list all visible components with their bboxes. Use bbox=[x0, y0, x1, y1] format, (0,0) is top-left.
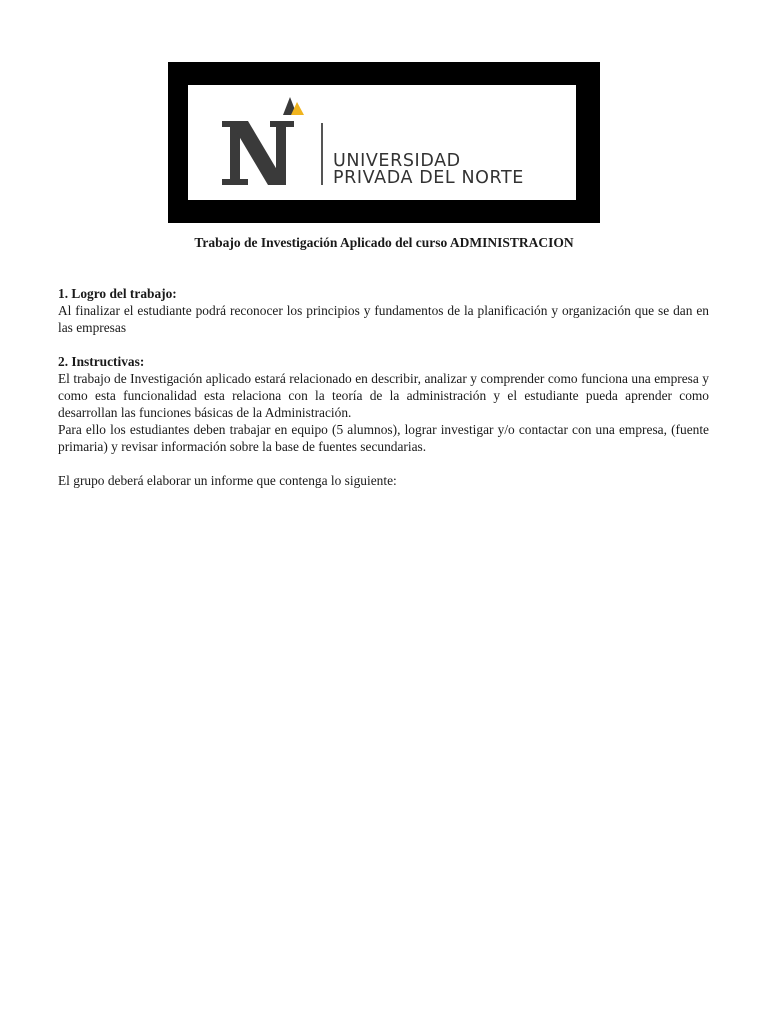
section-paragraph: Para ello los estudiantes deben trabajar en equipo (5 alumnos), lograr investigar y/o contactar con una empresa, (fuente primaria) y revisar información sobre la base de fuentes secundarias. bbox=[58, 422, 709, 454]
document-body bbox=[58, 285, 709, 489]
document-title: Trabajo de Investigación Aplicado del curso ADMINISTRACION bbox=[194, 235, 574, 250]
logo-line-2: PRIVADA DEL NORTE bbox=[333, 168, 524, 188]
university-logo-frame bbox=[168, 62, 600, 223]
logo-wordmark bbox=[333, 153, 524, 187]
section-paragraph: Al finalizar el estudiante podrá reconocer los principios y fundamentos de la planificación y organización que se dan en las empresas bbox=[58, 303, 709, 335]
section-paragraph: El trabajo de Investigación aplicado estará relacionado en describir, analizar y comprender como funciona una empresa y como esta funcionalidad esta relaciona con la teoría de la administración y el estudiante pueda aprender como desarrollan las funciones básicas de la Administración. bbox=[58, 371, 709, 420]
logo-divider bbox=[321, 123, 323, 185]
section-heading-instructivas: 2. Instructivas: bbox=[58, 354, 145, 369]
logo-line-1: UNIVERSIDAD bbox=[333, 151, 461, 171]
closing-paragraph: El grupo deberá elaborar un informe que contenga lo siguiente: bbox=[58, 473, 397, 488]
university-logo bbox=[188, 85, 576, 200]
section-heading-logro: 1. Logro del trabajo: bbox=[58, 286, 177, 301]
